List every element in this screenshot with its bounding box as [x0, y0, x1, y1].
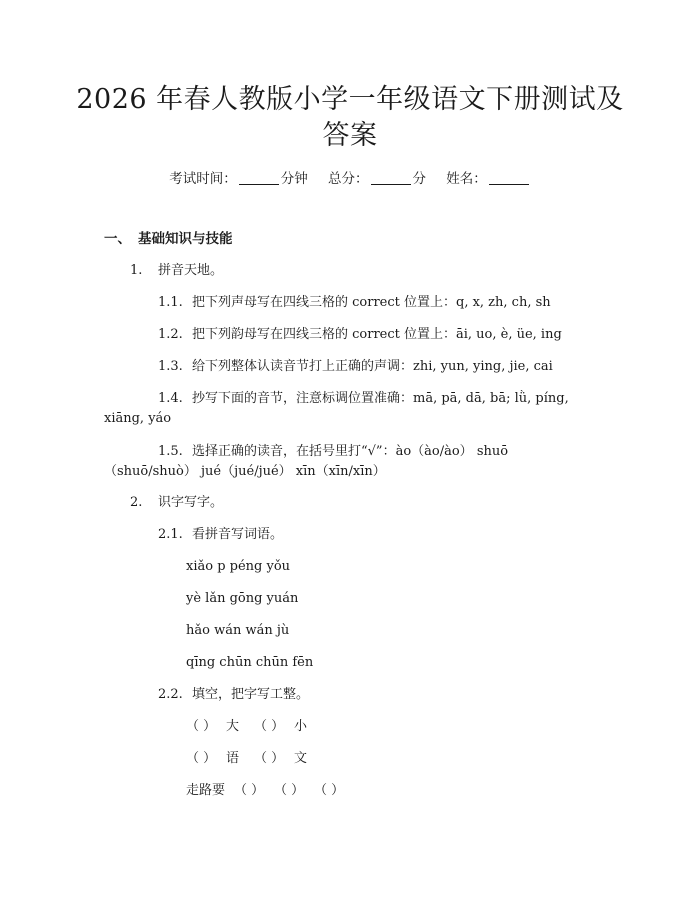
question-1-4-number: 1.4. — [158, 391, 183, 406]
total-score-blank[interactable] — [371, 170, 411, 185]
question-1-2 — [158, 326, 562, 344]
total-score-field — [328, 170, 426, 188]
fill-blank[interactable]: （ ） — [186, 751, 217, 766]
pinyin-word-2: yè lǎn gōng yuán — [186, 591, 299, 606]
pinyin-word-3: hǎo wán wán jù — [186, 623, 290, 638]
name-label: 姓名： — [446, 171, 487, 187]
fill-row-2 — [186, 750, 307, 768]
fill-prefix: 走路要 — [186, 783, 226, 798]
section-heading — [104, 230, 233, 248]
exam-time-label: 考试时间： — [169, 171, 237, 187]
total-score-unit: 分 — [412, 171, 426, 187]
section-number: 一、 — [104, 231, 131, 247]
question-1-5-number: 1.5. — [158, 444, 183, 459]
question-1-5-text: 选择正确的读音，在括号里打“√”：ào（ào/ào） shuō — [192, 444, 509, 459]
question-1-5-continuation: （shuō/shuò） jué（jué/jué） xīn（xīn/xīn） — [104, 464, 386, 479]
question-2-2-title: 填空，把字写工整。 — [192, 687, 310, 702]
question-2-heading — [130, 494, 223, 512]
question-1-4-continuation: xiāng, yáo — [104, 411, 172, 426]
question-1-1 — [158, 294, 551, 312]
fill-blank[interactable]: （ ） — [234, 783, 265, 798]
fill-char: 小 — [294, 719, 308, 734]
pinyin-word-1: xiǎo p péng yǒu — [186, 559, 291, 574]
fill-blank[interactable]: （ ） — [254, 719, 285, 734]
question-1-5 — [158, 443, 508, 461]
question-2-1-number: 2.1. — [158, 527, 183, 542]
fill-row-1 — [186, 718, 307, 736]
total-score-label: 总分： — [328, 171, 369, 187]
question-1-4-text: 抄写下面的音节，注意标调位置准确：mā, pā, dā, bā; lǜ, píng, — [192, 391, 569, 406]
question-2-1-heading — [158, 526, 283, 544]
fill-blank[interactable]: （ ） — [186, 719, 217, 734]
fill-blank[interactable]: （ ） — [314, 783, 345, 798]
fill-blank[interactable]: （ ） — [274, 783, 305, 798]
question-1-2-text: 把下列韵母写在四线三格的 correct 位置上：āi, uo, è, üe, ing — [192, 327, 562, 342]
question-1-2-number: 1.2. — [158, 327, 183, 342]
question-2-2-number: 2.2. — [158, 687, 183, 702]
exam-time-blank[interactable] — [239, 170, 279, 185]
exam-time-field — [169, 170, 308, 188]
question-1-4 — [158, 390, 569, 408]
name-blank[interactable] — [489, 170, 529, 185]
question-2-number: 2. — [130, 495, 143, 510]
question-1-heading — [130, 262, 223, 280]
fill-char: 大 — [226, 719, 240, 734]
question-2-2-heading — [158, 686, 309, 704]
question-1-number: 1. — [130, 263, 143, 278]
exam-time-unit: 分钟 — [280, 171, 308, 187]
page-title-line2: 答案 — [322, 120, 378, 151]
fill-row-3 — [186, 782, 354, 800]
question-1-3 — [158, 358, 553, 376]
pinyin-word-4: qīng chūn chūn fēn — [186, 655, 314, 670]
question-1-title: 拼音天地。 — [158, 263, 224, 278]
question-1-1-text: 把下列声母写在四线三格的 correct 位置上：q, x, zh, ch, sh — [192, 295, 551, 310]
question-1-3-text: 给下列整体认读音节打上正确的声调：zhi, yun, ying, jie, cai — [192, 359, 553, 374]
fill-blank[interactable]: （ ） — [254, 751, 285, 766]
page-title-line1: 2026 年春人教版小学一年级语文下册测试及 — [76, 84, 624, 115]
section-title: 基础知识与技能 — [138, 231, 233, 247]
exam-info-row — [0, 170, 700, 188]
question-2-1-title: 看拼音写词语。 — [192, 527, 284, 542]
fill-char: 文 — [294, 751, 308, 766]
question-1-1-number: 1.1. — [158, 295, 183, 310]
name-field — [446, 170, 531, 188]
question-1-3-number: 1.3. — [158, 359, 183, 374]
fill-char: 语 — [226, 751, 240, 766]
question-2-title: 识字写字。 — [158, 495, 224, 510]
